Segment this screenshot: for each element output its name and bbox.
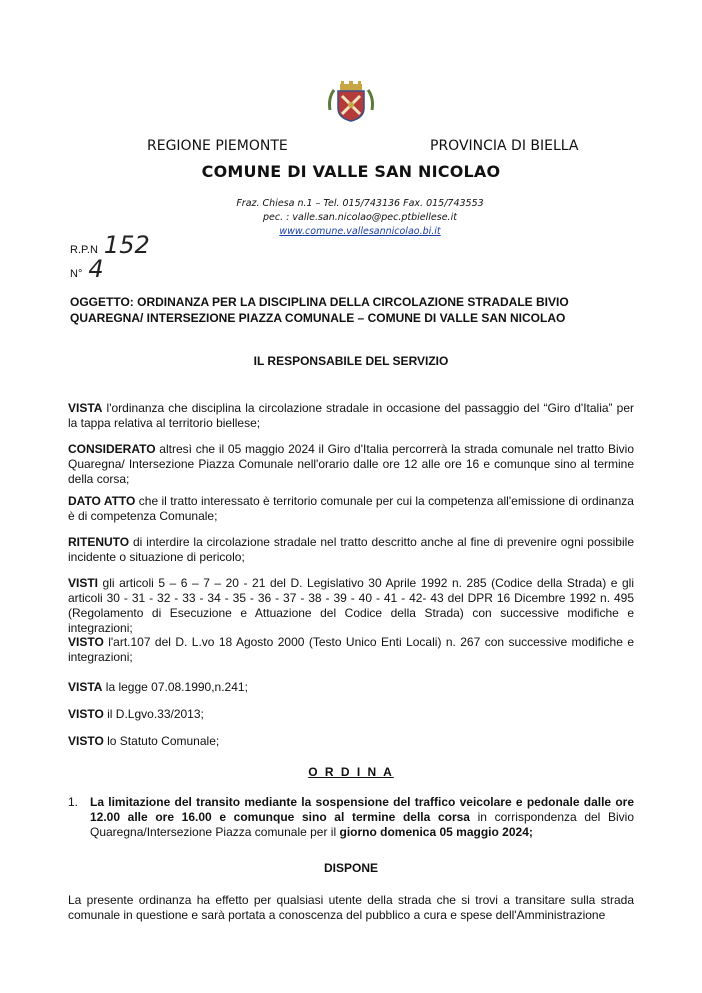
premise-paragraph <box>68 535 634 565</box>
premise-text: gli articoli 5 – 6 – 7 – 20 - 21 del D. Legislativo 30 Aprile 1992 n. 285 (Codice della Strada) e gli articoli 30 - 31 - 32 - 33 - 34 - 35 - 36 - 37 - 38 - 39 - 40 - 41 - 42- 43 del DPR 16 Dicembre 1992 n. 495 (Regolamento di Esecuzione e Attuazione del Codice della Strada) con successive modifiche e integrazioni; <box>68 576 634 635</box>
premise-text: di interdire la circolazione stradale nel tratto descritto anche al fine di prevenire ogni possibile incidente o situazione di pericolo; <box>68 535 634 564</box>
website-link[interactable]: www.comune.vallesannicolao.bi.it <box>279 226 441 237</box>
handwritten-number: 4 <box>88 255 104 283</box>
premise-paragraph <box>68 707 634 722</box>
order-text <box>90 795 634 840</box>
premise-paragraph <box>68 442 634 487</box>
premise-lead: RITENUTO <box>68 535 130 549</box>
premise-text: che il tratto interessato è territorio comunale per cui la competenza all'emissione di ordinanza è di competenza Comunale; <box>68 494 634 523</box>
province-name: PROVINCIA DI BIELLA <box>430 138 579 154</box>
premise-lead: VISTO <box>68 707 104 721</box>
premise-paragraph <box>68 734 634 749</box>
premise-lead: VISTO <box>68 635 104 649</box>
premise-paragraph <box>68 680 634 695</box>
premise-lead: VISTA <box>68 680 103 694</box>
order-bold-text: La limitazione del transito mediante la sospensione del traffico veicolare e pedonale dalle ore 12.00 alle ore 16.00 e comunque sino al termine della corsa <box>90 795 634 824</box>
ordinance-number <box>70 255 104 283</box>
premise-text: il D.Lgvo.33/2013; <box>103 707 204 721</box>
rpn-label: R.P.N <box>70 244 98 256</box>
premise-lead: CONSIDERATO <box>68 442 156 456</box>
premise-text: la legge 07.08.1990,n.241; <box>102 680 248 694</box>
subject-heading: OGGETTO: ORDINANZA PER LA DISCIPLINA DELLA CIRCOLAZIONE STRADALE BIVIO QUAREGNA/ INTERSEZIONE PIAZZA COMUNALE – COMUNE DI VALLE SAN NICOLAO <box>70 295 569 325</box>
responsible-heading: IL RESPONSABILE DEL SERVIZIO <box>253 354 449 368</box>
premise-paragraph <box>68 576 634 636</box>
ordina-heading: O R D I N A <box>308 765 394 779</box>
premise-lead: VISTA <box>68 401 103 415</box>
premise-paragraph <box>68 635 634 665</box>
order-date-text: giorno domenica 05 maggio 2024; <box>339 825 533 839</box>
premise-lead: DATO ATTO <box>68 494 136 508</box>
premise-lead: VISTO <box>68 734 104 748</box>
premise-text: altresì che il 05 maggio 2024 il Giro d'Italia percorrerà la strada comunale nel tratto Bivio Quaregna/ Intersezione Piazza Comunale nell'orario dalle ore 12 alle ore 16 e comunque sino al termine della corsa; <box>68 442 634 486</box>
number-label: N° <box>70 268 83 280</box>
premise-text: l'ordinanza che disciplina la circolazione stradale in occasione del passaggio del “Giro d'Italia” per la tappa relativa al territorio biellese; <box>68 401 634 430</box>
closing-paragraph: La presente ordinanza ha effetto per qualsiasi utente della strada che si trovi a transitare sulla strada comunale in questione e sarà portata a conoscenza del pubblico a cura e spese dell'Amministrazione <box>68 893 634 922</box>
region-name: REGIONE PIEMONTE <box>147 138 288 154</box>
municipality-title: COMUNE DI VALLE SAN NICOLAO <box>201 162 501 181</box>
premise-paragraph <box>68 401 634 431</box>
pec-line: pec. : valle.san.nicolao@pec.ptbiellese.it <box>263 212 457 223</box>
contact-block <box>200 197 520 239</box>
premise-text: lo Statuto Comunale; <box>103 734 220 748</box>
order-middle-text: in corrispondenza del Bivio Quaregna/Intersezione Piazza comunale per il <box>90 810 634 839</box>
order-item <box>68 795 634 840</box>
premise-text: l'art.107 del D. L.vo 18 Agosto 2000 (Testo Unico Enti Locali) n. 267 con successive modifiche e integrazioni; <box>68 635 634 664</box>
premise-lead: VISTI <box>68 576 99 590</box>
rpn-protocol <box>70 231 150 259</box>
premise-paragraph <box>68 494 634 524</box>
dispone-heading: DISPONE <box>323 861 378 875</box>
rpn-handwritten-number: 152 <box>103 231 150 259</box>
order-number: 1. <box>68 795 79 809</box>
municipal-crest-icon <box>326 80 376 122</box>
address-line: Fraz. Chiesa n.1 – Tel. 015/743136 Fax. 015/743553 <box>236 198 484 209</box>
